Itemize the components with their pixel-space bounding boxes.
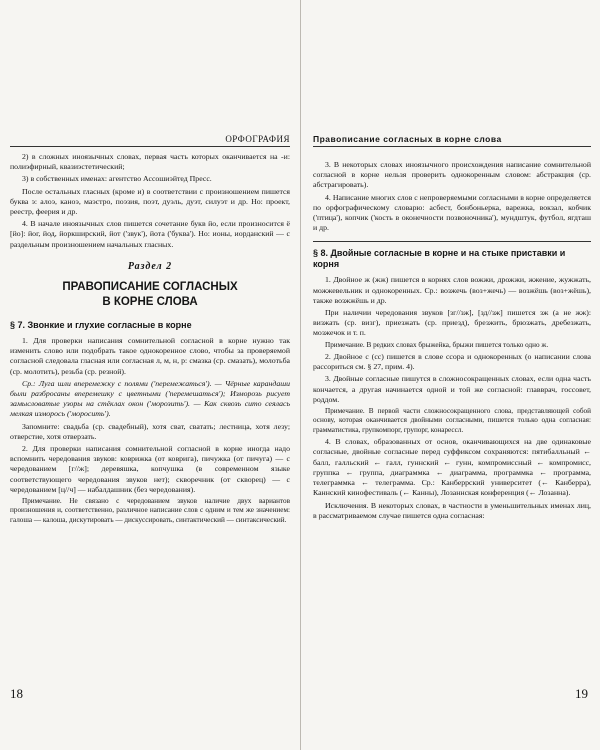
paragraph: Ср.: Луга шли вперемежку с полями ('перемежаться'). — Чёрные карандаши были разбросаны вперемешку с цветными ('перемешаться'); Изморозь рисует замысловатые узоры на стёклах окон ('морозить'). — Как сквозь сито сеялась мелкая изморось ('моросить'). (10, 378, 290, 419)
paragraph: 1. Для проверки написания сомнительной согласной в корне нужно так изменить слово или подобрать такое однокоренное слово, чтобы за проверяемой согласной следовала гласная или согласная л, м, н, р: смазка (ср. смазать), молотьба (ср. молотить), резьба (ср. резной). (10, 336, 290, 376)
razdel-label: Раздел 2 (127, 260, 173, 272)
left-column (10, 152, 290, 527)
paragraph: 2) в сложных иноязычных словах, первая часть которых оканчивается на -и: полиэфирный, квазиэстетический; (10, 152, 290, 172)
paragraph: При наличии чередования звуков [зг//зж], [зд//зж] пишется зж (а не жж): визжать (ср. визг), приезжать (ср. приезд), брезжить, брюзжать, дребезжать, мозжечок и т. п. (313, 308, 591, 338)
heading-7: § 7. Звонкие и глухие согласные в корне (10, 320, 192, 331)
paragraph: 4. В начале иноязычных слов пишется сочетание букв йо, если произносится ё [йо]: йог, йод, йоркширский, йот ('звук'), йота ('буква'). Но: ионы, иорданский — с раздельным произношением начальных гласных. (10, 219, 290, 249)
section-title-line2: В КОРНЕ СЛОВА (102, 296, 198, 309)
paragraph: 2. Двойное с (сс) пишется в слове ссора и однокоренных (о написании слова рассориться см. § 27, прим. 4). (313, 352, 591, 372)
paragraph: 3. В некоторых словах иноязычного происхождения написание сомнительной согласной в корне нельзя проверить однокоренным словом: абстракция (ср. абстрагировать). (313, 160, 591, 190)
paragraph: 3) в собственных именах: агентство Ассошиэйтед Пресс. (22, 174, 212, 184)
paragraph: 4. Написание многих слов с непроверяемыми согласными в корне определяется по орфографическому словарю: асбест, бонбоньерка, варежка, вокзал, кобчик ('птица'), копчик ('кость в оконечности позвоночника'), мундштук, футбол, ягдташ и др. (313, 192, 591, 233)
section-title-line1: ПРАВОПИСАНИЕ СОГЛАСНЫХ (62, 281, 238, 294)
paragraph: 1. Двойное ж (жж) пишется в корнях слов вожжи, дрожжи, жжение, жужжать, можжевельник и однокоренных. Ср.: возжечь (воз+жечь) — возжёшь (воз+жёшь), также возжжёшь и др. (313, 275, 591, 305)
paragraph: Исключения. В некоторых словах, в частности в уменьшительных именах лиц, в рассматриваемом случае пишется одна согласная: (313, 500, 591, 520)
note: Примечание. В первой части сложносокращенного слова, представляющей собой основу, которая оканчивается двойными согласными, пишется только одна согласная: грамматистика, групкомпорг, групорг, конарессл. (313, 407, 591, 434)
header-rule-right (313, 146, 591, 147)
running-head-right: Правописание согласных в корне слова (313, 134, 502, 144)
right-column (313, 160, 591, 523)
heading-8: § 8. Двойные согласные в корне и на стыке приставки и корня (313, 241, 591, 270)
running-head-left: ОРФОГРАФИЯ (225, 134, 290, 144)
paragraph: 3. Двойные согласные пишутся в сложносокращенных словах, если одна часть кончается, а другая начинается одной и той же согласной: главврач, госсовет, роддом. (313, 374, 591, 404)
paragraph: После остальных гласных (кроме и) в соответствии с произношением пишется буква э: алоэ, каноэ, маэстро, поэзия, поэт, дуэль, дуэт, силуэт и др. Но: проект, реестр, феерия и др. (10, 186, 290, 217)
section-title (10, 280, 290, 310)
header-rule-left (10, 146, 290, 147)
page-number-left: 18 (10, 686, 23, 701)
page-number-right: 19 (575, 686, 588, 701)
paragraph: 2. Для проверки написания сомнительной согласной в корне иногда надо вспомнить чередования звуков: коврижка (от коврига), пичужка (от пичуга) — с чередованием [г//ж]; деревяшка, копчушка (в современном языке соответствующего чередования звуков нет); скворечник (от скворец) — с чередованием [ц//ч] — набалдашник (без чередования). (10, 444, 290, 494)
note: Примечание. Не связано с чередованием звуков наличие двух вариантов произношения и, соответственно, различное написание слов с одним и тем же значением: галоша — калоша, дискутировать — дискуссировать, синтактический — синтаксический. (10, 497, 290, 524)
note: Примечание. В редких словах брыжейка, брыжи пишется только одно ж. (325, 340, 549, 349)
paragraph: Запомните: свадьба (ср. свадебный), хотя сват, сватать; лестница, хотя лезу; отверстие, хотя отверзать. (10, 421, 290, 441)
right-page (300, 0, 600, 750)
paragraph: 4. В словах, образованных от основ, оканчивающихся на две одинаковые согласные, двойные согласные перед суффиксом сохраняются: пятибалльный ← балл, галльский ← галл, гуннский ← гунн, компромиссный ← компромисс, группка ← группа, диаграммка ← диаграмма, программка ← программа, телеграммка ← телеграмма. Ср.: Канберрский университет (← Канберра), Каннский кинофестиваль (← Канны), Лозаннская конференция (← Лозанна). (313, 437, 591, 498)
